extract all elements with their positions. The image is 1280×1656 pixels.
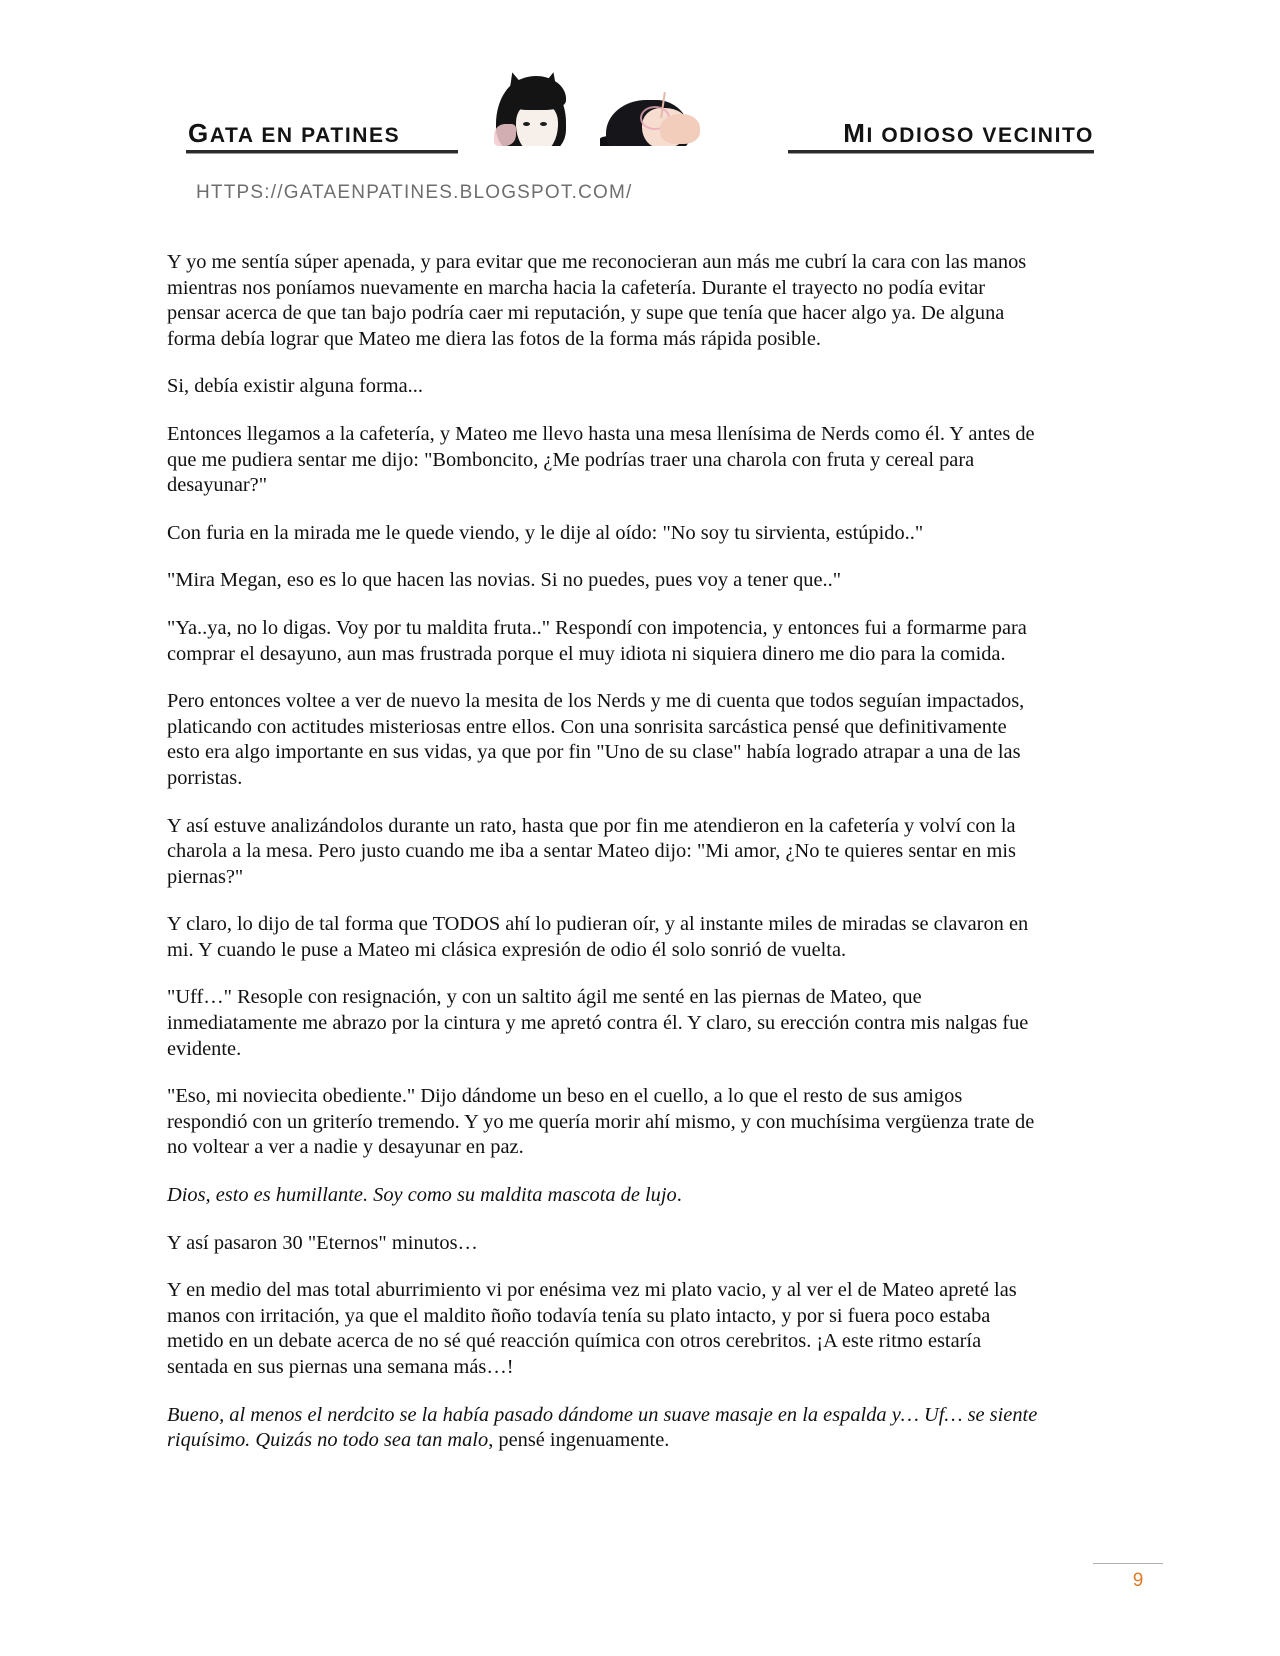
header-artwork-icon xyxy=(468,72,778,152)
story-body xyxy=(167,250,1043,1476)
paragraph-italic xyxy=(167,1403,1043,1454)
blog-url[interactable]: HTTPS://GATAENPATINES.BLOGSPOT.COM/ xyxy=(196,182,633,203)
paragraph: Y yo me sentía súper apenada, y para evitar que me reconocieran aun más me cubrí la cara con las manos mientras nos poníamos nuevamente en marcha hacia la cafetería. Durante el trayecto no podía evitar pensar acerca de que tan bajo podría caer mi reputación, y supe que tenía que hacer algo ya. De alguna forma debía lograr que Mateo me diera las fotos de la forma más rápida posible. xyxy=(167,251,1027,350)
header-divider-gap xyxy=(458,146,788,156)
manga-girl-illustration xyxy=(486,74,582,152)
page-header xyxy=(186,72,1094,164)
paragraph-italic-text: Bueno, al menos el nerdcito se la había pasado dándome un suave masaje en la espalda y… Uf… se siente riquísimo. Quizás no todo sea tan malo xyxy=(167,1403,1038,1452)
paragraph: Y así estuve analizándolos durante un rato, hasta que por fin me atendieron en la cafetería y volví con la charola a la mesa. Pero justo cuando me iba a sentar Mateo dijo: "Mi amor, ¿No te quieres sentar en mis piernas?" xyxy=(167,814,1016,888)
paragraph: "Ya..ya, no lo digas. Voy por tu maldita fruta.." Respondí con impotencia, y entonces fui a formarme para comprar el desayuno, aun mas frustrada porque el muy idiota ni siquiera dinero me dio para la comida. xyxy=(167,616,1027,665)
blog-title: GATA EN PATINES xyxy=(188,118,401,148)
paragraph-roman-tail: . xyxy=(676,1184,682,1207)
paragraph: Pero entonces voltee a ver de nuevo la mesita de los Nerds y me di cuenta que todos seguían impactados, platicando con actitudes misteriosas entre ellos. Con una sonrisita sarcástica pensé que definitivamente esto era algo importante en sus vidas, ya que por fin "Uno de su clase" había logrado atrapar a una de las porristas. xyxy=(167,690,1025,789)
paragraph: Y en medio del mas total aburrimiento vi por enésima vez mi plato vacio, y al ver el de Mateo apreté las manos con irritación, ya que el maldito ñoño todavía tenía su plato intacto, y por si fuera poco estaba metido en un debate acerca de no sé qué reacción química con otros cerebritos. ¡A este ritmo estaría sentada en sus piernas una semana más…! xyxy=(167,1279,1017,1378)
story-title: MI ODIOSO VECINITO xyxy=(843,118,1094,148)
paragraph-roman-tail: , pensé ingenuamente. xyxy=(488,1429,670,1452)
manga-boy-illustration xyxy=(600,92,720,152)
paragraph: Y claro, lo dijo de tal forma que TODOS ahí lo pudieran oír, y al instante miles de miradas se clavaron en mi. Y cuando le puse a Mateo mi clásica expresión de odio él solo sonrió de vuelta. xyxy=(167,913,1029,961)
paragraph-italic-text: Dios, esto es humillante. Soy como su maldita mascota de lujo xyxy=(167,1184,677,1207)
paragraph: "Mira Megan, eso es lo que hacen las novias. Si no puedes, pues voy a tener que.." xyxy=(167,569,842,592)
paragraph: Si, debía existir alguna forma... xyxy=(167,375,423,398)
page-number: 9 xyxy=(1132,1570,1144,1591)
paragraph-italic xyxy=(167,1183,1043,1209)
paragraph: "Uff…" Resople con resignación, y con un saltito ágil me senté en las piernas de Mateo, que inmediatamente me abrazo por la cintura y me apretó contra él. Y claro, su erección contra mis nalgas fue evidente. xyxy=(167,986,1029,1060)
paragraph: Y así pasaron 30 "Eternos" minutos… xyxy=(167,1231,478,1254)
paragraph: Entonces llegamos a la cafetería, y Mateo me llevo hasta una mesa llenísima de Nerds como él. Y antes de que me pudiera sentar me dijo: "Bomboncito, ¿Me podrías traer una charola con fruta y cereal para desayunar?" xyxy=(167,422,1035,497)
paragraph: Con furia en la mirada me le quede viendo, y le dije al oído: "No soy tu sirvienta, estúpido.." xyxy=(167,521,924,544)
paragraph: "Eso, mi noviecita obediente." Dijo dándome un beso en el cuello, a lo que el resto de sus amigos respondió con un griterío tremendo. Y yo me quería morir ahí mismo, y con muchísima vergüenza trate de no voltear a ver a nadie y desayunar en paz. xyxy=(167,1085,1035,1159)
footer-divider xyxy=(1093,1563,1163,1564)
